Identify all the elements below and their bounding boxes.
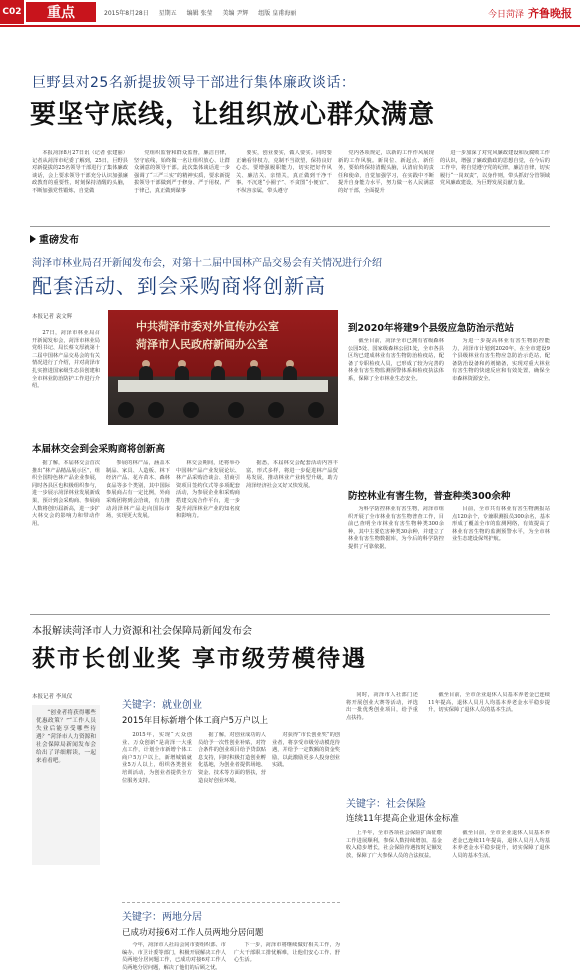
separation-column-2: 下一步，菏泽市将继续做好相关工作，为广大干部职工排忧解难，让他们安心工作、舒心生活。 <box>234 942 340 964</box>
intro-quote-box <box>32 705 100 865</box>
feature-intro-column: 27日，菏泽市林业局召开新闻发布会，菏泽市林业局党组书记、局长蔡文厚就第十二届中国林产品交易会的有关情况进行了介绍，并对菏泽市扎实推进国家级生态县创建和全市林业防治防护工作进行介绍。 <box>32 330 100 390</box>
story1-column-4: 党内各项规定，以新的工作作风展现新的工作风貌。新岗位、新起点、新任务，要始终保持清醒头脑，认清肩负的责任和使命，自觉加强学习，在实践中不断提升自身能力水平，努力做一名人民满意的好干部，全面提升 <box>338 150 434 194</box>
feature-byline: 本报记者 袁文辉 <box>32 314 73 320</box>
keyword-separation-headline: 已成功对接6对工作人员两地分居问题 <box>122 928 264 938</box>
feature-sub2-column-1: 截至目前，菏泽全市已拥有省级森林公园5处、国家级森林公园1处，全市各县区均已建成林业有害生物防治检疫站，配备了专职检疫人员，已形成了较为完善的林业有害生物监测预警体系和检疫执法体系，保障了全市林业生态安全。 <box>348 338 444 382</box>
story1-column-3: 要实，创业要实，做人要实。同时要正确看待权力，克制不当欲望，保持良好心态。要增强履职能力，切实把好作风关、廉洁关、亲情关，真正做到干净干事。不沉迷“小圈子”、不贪图“小便宜”、不纵容亲属，带头遵守 <box>236 150 332 194</box>
header-rule <box>0 25 580 27</box>
keyword-social-insurance: 关键字：社会保险 <box>346 799 426 810</box>
feature-sub3-column-1: 为科学防控林业有害生物，菏泽市组织开展了全市林业有害生物普查工作，目前已查明全市林业有害生物种类300余种，其中主要危害种类30余种，并建立了林业有害生物数据库，为今后的科学防控提供了可靠依据。 <box>348 506 444 550</box>
keyword-employment: 关键字：就业创业 <box>122 700 202 711</box>
feature-headline: 配套活动、到会采购商将创新高 <box>32 274 326 298</box>
paper-name: 齐鲁晚报 <box>528 7 572 20</box>
employment-column-2: 据了解，对创业成功的人员给予一次性创业补贴，对符合条件的创业项目给予贷款贴息支持，同时积极打造创业孵化基地，为创业者提供场地、资金、技术等方面的帮扶，营造良好创业环境。 <box>198 732 266 784</box>
employment-column-1: 2015年，实现“大众创业、万众创新”是菏泽一大重点工作，计划全市新增个体工商户5万户以上，新增城镇就业5万人以上，组织各类创业培训活动，为创业者提供全方位服务支持。 <box>122 732 192 784</box>
feature-subhead-1: 本届林交会到会采购商将创新高 <box>32 444 166 455</box>
header-meta <box>104 8 304 17</box>
employment-column-4: 同时，菏泽市人社部门还将开展创业大赛等活动，评选出一批优秀创业项目，给予重点扶持。 <box>346 692 418 721</box>
photo-banner-2: 菏泽市人民政府新闻办公室 <box>136 338 268 351</box>
keyword-separation: 关键字：两地分居 <box>122 912 202 923</box>
editor: 编辑 张莹 <box>186 10 213 17</box>
insurance-column-2: 截至目前，全市企业退休人员基本养老金已连续11年提高，退休人员月人均基本养老金水平稳步提升，切实保障了退休人员的基本生活。 <box>452 830 550 859</box>
weekday: 星期五 <box>158 10 177 17</box>
feature-subhead-2: 到2020年将建9个县级应急防治示范站 <box>348 323 515 334</box>
feature-sub2-column-2: 为进一步提高林业有害生物防控能力，菏泽市计划到2020年，在全市建设9个县级林业有害生物应急防治示范站，配备防治设备和药剂储备，实现对重大林业有害生物的快速反应和有效处置，确保全市森林资源安全。 <box>452 338 550 382</box>
subsection-divider <box>122 902 340 903</box>
proofreader: 组版 皇甫海丽 <box>258 10 297 17</box>
slogan: 今日菏泽 <box>487 10 524 20</box>
photo-banner-1: 中共菏泽市委对外宣传办公室 <box>136 320 279 333</box>
page-code: C02 <box>0 0 24 24</box>
intro-quote: “创业者将获得哪些优惠政策？”“工作人员失业后能享受哪些待遇？”菏泽市人力资源和社会保障局新闻发布会给出了详细解读，一起来看看吧。 <box>36 710 96 764</box>
story3-kicker: 本报解读菏泽市人力资源和社会保障局新闻发布会 <box>32 626 252 637</box>
newspaper-logo <box>488 5 572 21</box>
story3-byline: 本报记者 李凤仪 <box>32 694 73 700</box>
story1-column-2: 党组织监督和群众监督，廉洁自律，坚守底线，始终做一名让组织放心、让群众满意的领导干部。此次集体谈话进一步强调了“三严三实”的精神实质，要求新提拔领导干部做到严于修身、严于用权、严于律己，真正做到谋事 <box>134 150 230 194</box>
story1-headline: 要坚守底线，让组织放心群众满意 <box>30 100 436 130</box>
feature-sub3-column-2: 目前，全市共有林业有害生物测报站点120余个，专兼职测报员300余名，基本形成了覆盖全市的监测网络，有效提高了林业有害生物的监测预警水平，为全市林业生态建设保驾护航。 <box>452 506 550 543</box>
section-label: 重点 <box>26 2 96 22</box>
feature-sub1-column-2: 参展的林产品，涵盖木制品、家具、人造板、林下经济产品、花卉苗木、森林食品等多个类别，其中国际参展商占有一定比例，外商采购团将到会洽谈，有力推动菏泽林产品走向国际市场，实现更大发展。 <box>106 460 170 520</box>
feature-kicker: 菏泽市林业局召开新闻发布会，对第十二届中国林产品交易会有关情况进行介绍 <box>32 258 382 269</box>
separation-column-1: 今年，菏泽市人社局会同市委组织部、市编办、市卫计委等部门，积极开展解决工作人员两地分居问题工作，已成功对接6对工作人员两地分居问题，解决了他们的后顾之忧。 <box>122 942 226 971</box>
triangle-icon <box>30 235 36 243</box>
insurance-column-1: 上半年，全市各项社会保险扩面征缴工作进展顺利，参保人数持续增加，基金收入稳步增长，社会保险待遇按时足额发放，保障了广大参保人员的合法权益。 <box>346 830 442 859</box>
story3-headline: 获市长创业奖 享市级劳模待遇 <box>32 646 368 672</box>
section-divider <box>30 614 550 615</box>
story1-column-1: 本报菏泽8月27日讯（记者 张建丽）记者从菏泽市纪委了解到，25日，巨野县对新提拔的25名领导干部进行了集体廉政谈话，会上要求领导干部充分认识加强廉政教育的重要性，时刻保持清醒的头脑，不断加强党性锻炼，自觉做 <box>32 150 128 194</box>
feature-sub1-column-1: 据了解，本届林交会首次推出“林产品精品展示区”，组织全国特色林产品企业参展，同时各县区也积极组织参与，进一步展示菏泽林业发展新成果，预计到会采购商、参展商人数将创历届新高，进一步扩大林交会的影响力和带动作用。 <box>32 460 100 527</box>
feature-badge: 重磅发布 <box>30 231 79 246</box>
feature-sub1-column-4: 据悉，本届林交会配套活动内容丰富，形式多样，将进一步促进林产品贸易发展，推动林业产业转型升级，助力菏泽经济社会又好又快发展。 <box>246 460 338 489</box>
keyword-employment-headline: 2015年目标新增个体工商户5万户以上 <box>122 716 269 726</box>
press-conference-photo <box>108 310 338 425</box>
feature-sub1-column-3: 林交会期间，还将举办中国林产品产业发展论坛、林产品采购洽谈会、招商引资项目签约仪式等多项配套活动，为参展企业和采购商搭建交流合作平台，进一步提升菏泽林业产业的知名度和影响力。 <box>176 460 240 520</box>
section-divider <box>30 226 550 227</box>
issue-date: 2015年8月28日 <box>104 10 149 17</box>
story3-side-column: 截至目前，全市企业退休人员基本养老金已连续11年提高，退休人员月人均基本养老金水平稳步提升，切实保障了退休人员的基本生活。 <box>428 692 550 714</box>
story1-kicker: 巨野县对25名新提拔领导干部进行集体廉政谈话： <box>32 75 356 91</box>
art-editor: 美编 尹辉 <box>222 10 249 17</box>
feature-subhead-3: 防控林业有害生物，普查种类300余种 <box>348 491 511 502</box>
keyword-social-insurance-headline: 连续11年提高企业退休金标准 <box>346 814 459 824</box>
employment-column-3: 对获得“市长创业奖”的创业者，将享受市级劳动模范待遇，并给予一定数额的资金奖励，以此激励更多人投身创业实践。 <box>272 732 340 769</box>
story1-column-5: 进一步加深了对党风廉政建设和反腐败工作的认识，增强了廉政勤政的思想自觉，在今后的工作中，将自觉遵守党的纪律，廉洁自律，切实履行“一岗双责”，以身作则，带头抓好分管领域党风廉政建设，为巨野发展贡献力量。 <box>440 150 550 187</box>
